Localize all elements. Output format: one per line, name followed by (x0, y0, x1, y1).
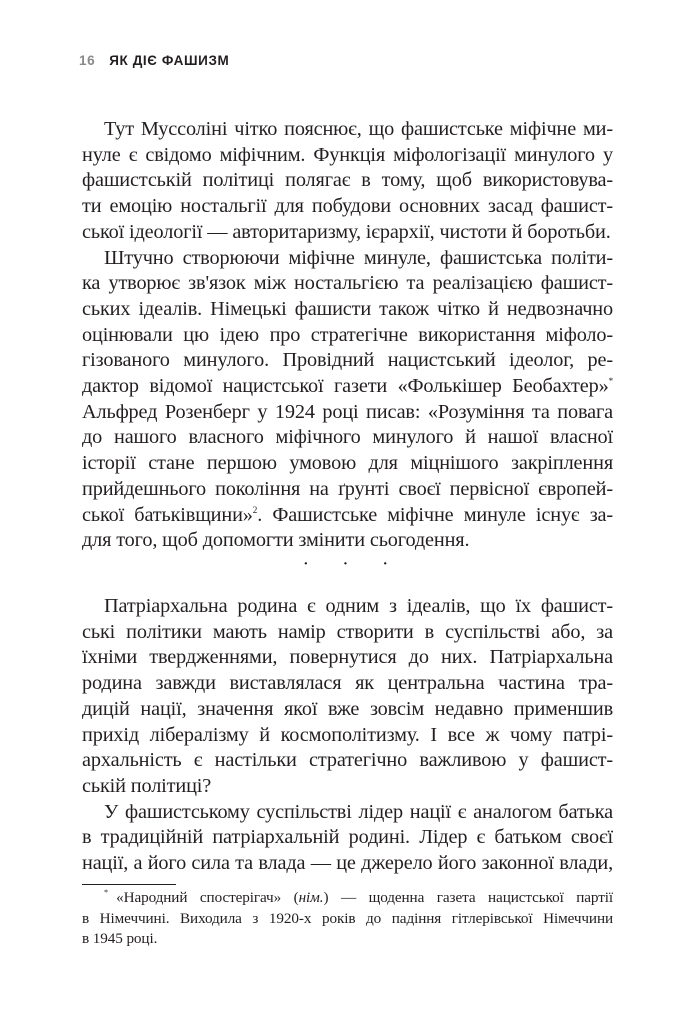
text-line-part: дактор відомої нацистської газети «Фолькішер Беобахтер» (82, 375, 609, 398)
footnote-lang: нім. (298, 889, 324, 906)
footnote-line: в 1945 році. (82, 930, 158, 947)
text-line (82, 374, 613, 400)
text-line: прийдешнього покоління на ґрунті своєї первісної європей- (82, 477, 613, 500)
footnote-ref-star[interactable]: * (608, 375, 613, 386)
running-head (79, 53, 229, 68)
text-line: Тут Муссоліні чітко пояснює, що фашистське міфічне ми- (104, 118, 613, 140)
book-title: ЯК ДІЄ ФАШИЗМ (109, 53, 230, 68)
footnote-mark: * (104, 888, 109, 898)
text-line: нуле є свідомо міфічним. Функція міфологізації минулого у (82, 143, 613, 166)
text-line: Штучно створюючи міфічне минуле, фашистська політи- (104, 246, 613, 269)
text-line: Патріархальна родина є одним з ідеалів, що їх фашист- (104, 595, 613, 617)
section-separator: · · · (302, 553, 403, 575)
text-line: історії стане першою умовою для міцнішого закріплення (82, 452, 613, 475)
paragraph-block-2 (82, 594, 613, 877)
text-line: ської ідеології — авторитаризму, ієрархії, чистоти й боротьби. (82, 220, 611, 243)
text-line: прихід лібералізму й космополітизму. І все ж чому патрі- (82, 723, 613, 746)
page-number: 16 (79, 53, 96, 68)
text-line: ських ідеалів. Німецькі фашисти також чітко й недвозначно (82, 297, 613, 320)
footnote-text: «Народний спостерігач» ( (116, 889, 299, 906)
paragraph-block-1 (82, 117, 613, 554)
text-line: Альфред Розенберг у 1924 році писав: «Розуміння та повага (82, 400, 613, 423)
footnote-line: в Німеччині. Виходила з 1920-х років до падіння гітлерівської Німеччини (82, 909, 613, 927)
text-line: У фашистському суспільстві лідер нації є аналогом батька (104, 800, 613, 823)
text-line: ські політики мають намір створити в суспільстві або, за (82, 620, 613, 643)
text-line-part: Фашистське міфічне минуле існує за- (272, 503, 614, 526)
text-line: нації, а його сила та влада — це джерело його законної влади, (82, 852, 613, 875)
text-line: ти емоцію ностальгії для побудови основних засад фашист- (82, 195, 613, 218)
footnote-line (82, 888, 613, 909)
text-line: до нашого власного міфічного минулого й нашої власної (82, 426, 613, 449)
text-line: дицій нації, значення якої вже зовсім недавно применшив (82, 697, 613, 720)
footnote (82, 888, 613, 950)
footnote-ref-2[interactable]: 2 (252, 504, 258, 515)
text-line: ка утворює зв'язок між ностальгією та реалізацією фашист- (82, 272, 613, 295)
text-line-part: ської батьківщини» (82, 503, 253, 526)
footnote-divider (82, 884, 176, 885)
text-line: ської батьківщини»$^2$. Фашистське міфічне минуле існує за- (82, 503, 614, 526)
text-line: ській політиці? (82, 774, 212, 797)
text-line: для того, щоб допомогти змінити сьогодення. (82, 529, 470, 552)
text-line: в традиційній патріархальній родині. Лідер є батьком своєї (82, 826, 613, 849)
text-line: гізованого минулого. Провідний нацистський ідеолог, ре- (82, 349, 613, 372)
text-line: архальність є настільки стратегічно важливою у фашист- (82, 749, 613, 772)
footnote-text: ) — щоденна газета нацистської партії (323, 889, 613, 906)
text-line: їхніми твердженнями, повернутися до них. Патріархальна (82, 646, 613, 669)
text-line: родина завжди виставлялася як центральна частина тра- (82, 672, 613, 695)
text-line: оцінювали цю ідею про стратегічне використання міфоло- (82, 323, 613, 346)
text-line: фашистській політиці полягає в тому, щоб використовува- (82, 169, 613, 192)
